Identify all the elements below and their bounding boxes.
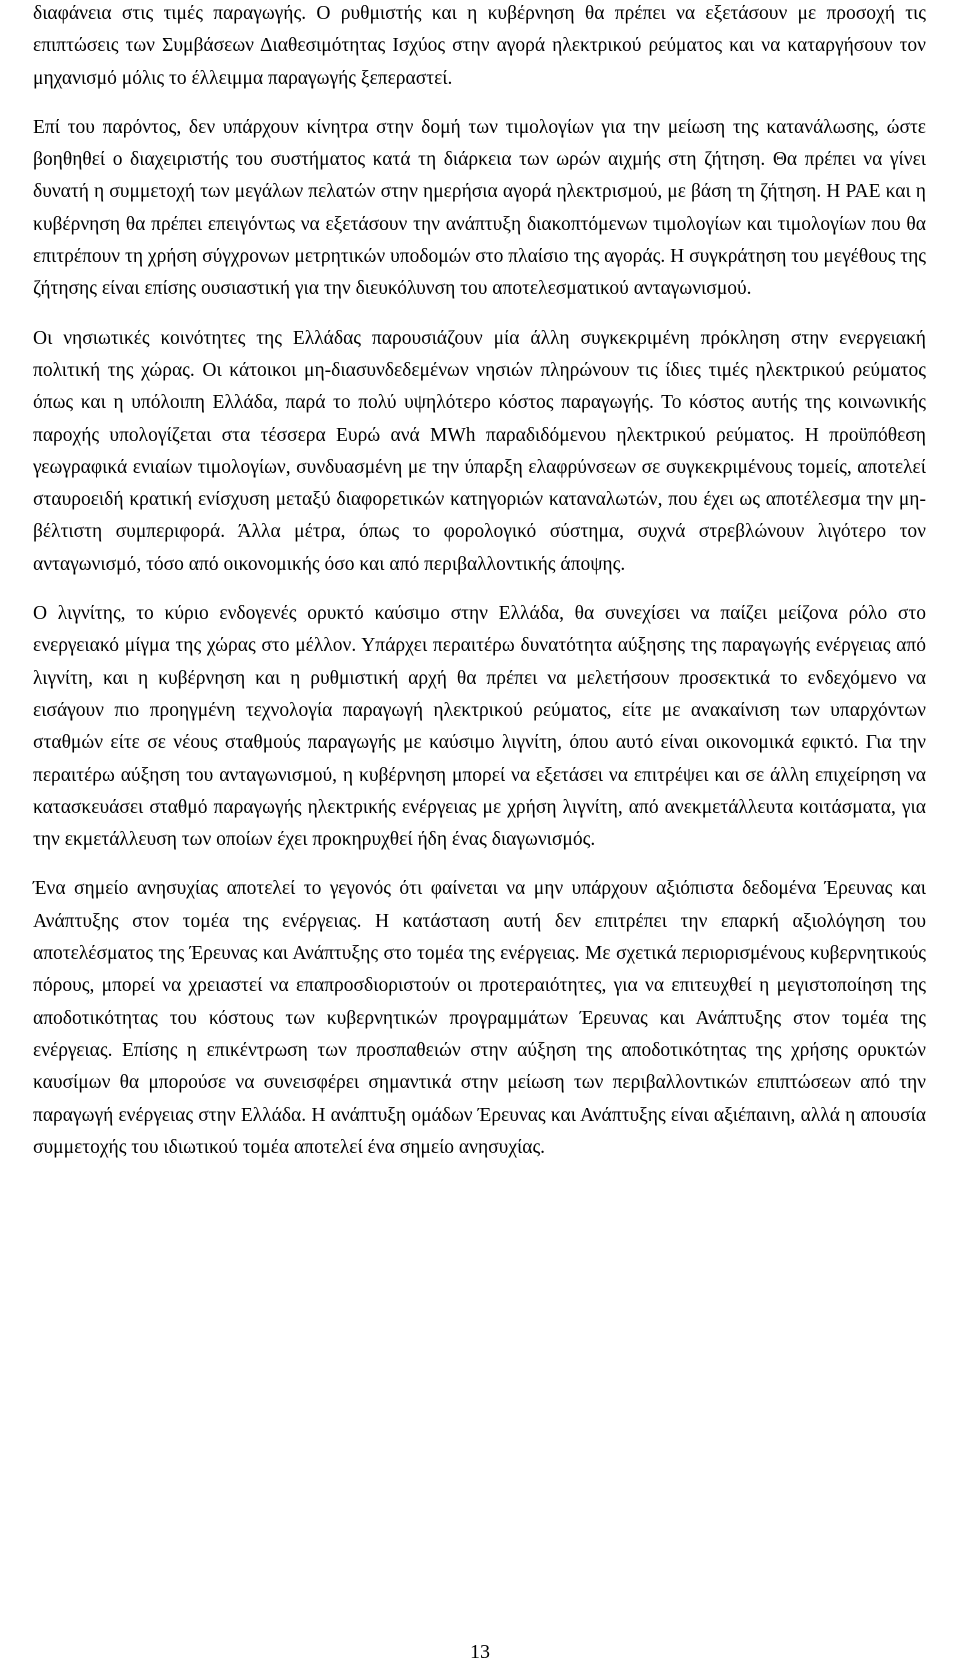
document-page — [33, 0, 926, 1164]
page-number: 13 — [470, 1641, 490, 1663]
paragraph-lignite: Ο λιγνίτης, το κύριο ενδογενές ορυκτό καύσιμο στην Ελλάδα, θα συνεχίσει να παίζει μείζονα ρόλο στο ενεργειακό μίγμα της χώρας στο μέλλον. Υπάρχει περαιτέρω δυνατότητα αύξησης της παραγωγής ενέργειας από λιγνίτη, και η κυβέρνηση και η ρυθμιστική αρχή θα πρέπει να μελετήσουν προσεκτικά το ενδεχόμενο να εισάγουν πιο προηγμένη τεχνολογία παραγωγή ηλεκτρικού ρεύματος, είτε με ανακαίνιση των υπαρχόντων σταθμών είτε σε νέους σταθμούς παραγωγής με καύσιμο λιγνίτη, όπου αυτό είναι οικονομικά εφικτό. Για την περαιτέρω αύξηση του ανταγωνισμού, η κυβέρνηση μπορεί να εξετάσει να επιτρέψει και σε άλλη επιχείρηση να κατασκευάσει σταθμό παραγωγής ηλεκτρικής ενέργειας με χρήση λιγνίτη, από ανεκμετάλλευτα κοιτάσματα, για την εκμετάλλευση των οποίων έχει προκηρυχθεί ήδη ένας διαγωνισμός. — [33, 603, 926, 851]
paragraph-island-communities: Οι νησιωτικές κοινότητες της Ελλάδας παρουσιάζουν μία άλλη συγκεκριμένη πρόκληση στην ενεργειακή πολιτική της χώρας. Οι κάτοικοι μη-διασυνδεδεμένων νησιών πληρώνουν τις ίδιες τιμές ηλεκτρικού ρεύματος όπως και η υπόλοιπη Ελλάδα, παρά το πολύ υψηλότερο κόστος παραγωγής. Το κόστος αυτής της κοινωνικής παροχής υπολογίζεται στα τέσσερα Ευρώ ανά MWh παραδιδόμενου ηλεκτρικού ρεύματος. Η προϋπόθεση γεωγραφικά ενιαίων τιμολογίων, συνδυασμένη με την ύπαρξη ελαφρύνσεων σε συγκεκριμένους τομείς, αποτελεί σταυροειδή κρατική ενίσχυση μεταξύ διαφορετικών κατηγοριών καταναλωτών, που έχει ως αποτέλεσμα την μη-βέλτιστη συμπεριφορά. Άλλα μέτρα, όπως το φορολογικό σύστημα, συχνά στρεβλώνουν λιγότερο τον ανταγωνισμό, τόσο από οικονομικής όσο και από περιβαλλοντικής άποψης. — [33, 327, 926, 575]
paragraph-pricing-transparency: διαφάνεια στις τιμές παραγωγής. Ο ρυθμιστής και η κυβέρνηση θα πρέπει να εξετάσουν με προσοχή τις επιπτώσεις των Συμβάσεων Διαθεσιμότητας Ισχύος στην αγορά ηλεκτρικού ρεύματος και να καταργήσουν τον μηχανισμό μόλις το έλλειμμα παραγωγής ξεπεραστεί. — [33, 3, 926, 89]
paragraph-demand-incentives: Επί του παρόντος, δεν υπάρχουν κίνητρα στην δομή των τιμολογίων για την μείωση της κατανάλωσης, ώστε βοηθηθεί ο διαχειριστής του συστήματος κατά τη διάρκεια των ωρών αιχμής στη ζήτηση. Θα πρέπει να γίνει δυνατή η συμμετοχή των μεγάλων πελατών στην ημερήσια αγορά ηλεκτρισμού, με βάση τη ζήτηση. Η ΡΑΕ και η κυβέρνηση θα πρέπει επειγόντως να εξετάσουν την ανάπτυξη διακοπτόμενων τιμολογίων και τιμολογίων που θα επιτρέπουν τη χρήση σύγχρονων μετρητικών υποδομών στο πλαίσιο της αγοράς. Η συγκράτηση του μεγέθους της ζήτησης είναι επίσης ουσιαστική για την διευκόλυνση του αποτελεσματικού ανταγωνισμού. — [33, 116, 926, 300]
paragraph-research-development: Ένα σημείο ανησυχίας αποτελεί το γεγονός ότι φαίνεται να μην υπάρχουν αξιόπιστα δεδομένα Έρευνας και Ανάπτυξης στον τομέα της ενέργειας. Η κατάσταση αυτή δεν επιτρέπει την επαρκή αξιολόγηση του αποτελέσματος της Έρευνας και Ανάπτυξης στο τομέα της ενέργειας. Με σχετικά περιορισμένους κυβερνητικούς πόρους, μπορεί να χρειαστεί να επαπροσδιοριστούν οι προτεραιότητες, για να επιτευχθεί η μεγιστοποίηση της αποδοτικότητας του κόστους των κυβερνητικών προγραμμάτων Έρευνας και Ανάπτυξης στον τομέα της ενέργειας. Επίσης η επικέντρωση των προσπαθειών στην αύξηση της αποδοτικότητας της χρήσης ορυκτών καυσίμων θα μπορούσε να συνεισφέρει σημαντικά στην μείωση των περιβαλλοντικών επιπτώσεων από την παραγωγή ενέργειας στην Ελλάδα. Η ανάπτυξη ομάδων Έρευνας και Ανάπτυξης είναι αξιέπαινη, αλλά η απουσία συμμετοχής του ιδιωτικού τομέα αποτελεί ένα σημείο ανησυχίας. — [33, 878, 926, 1158]
